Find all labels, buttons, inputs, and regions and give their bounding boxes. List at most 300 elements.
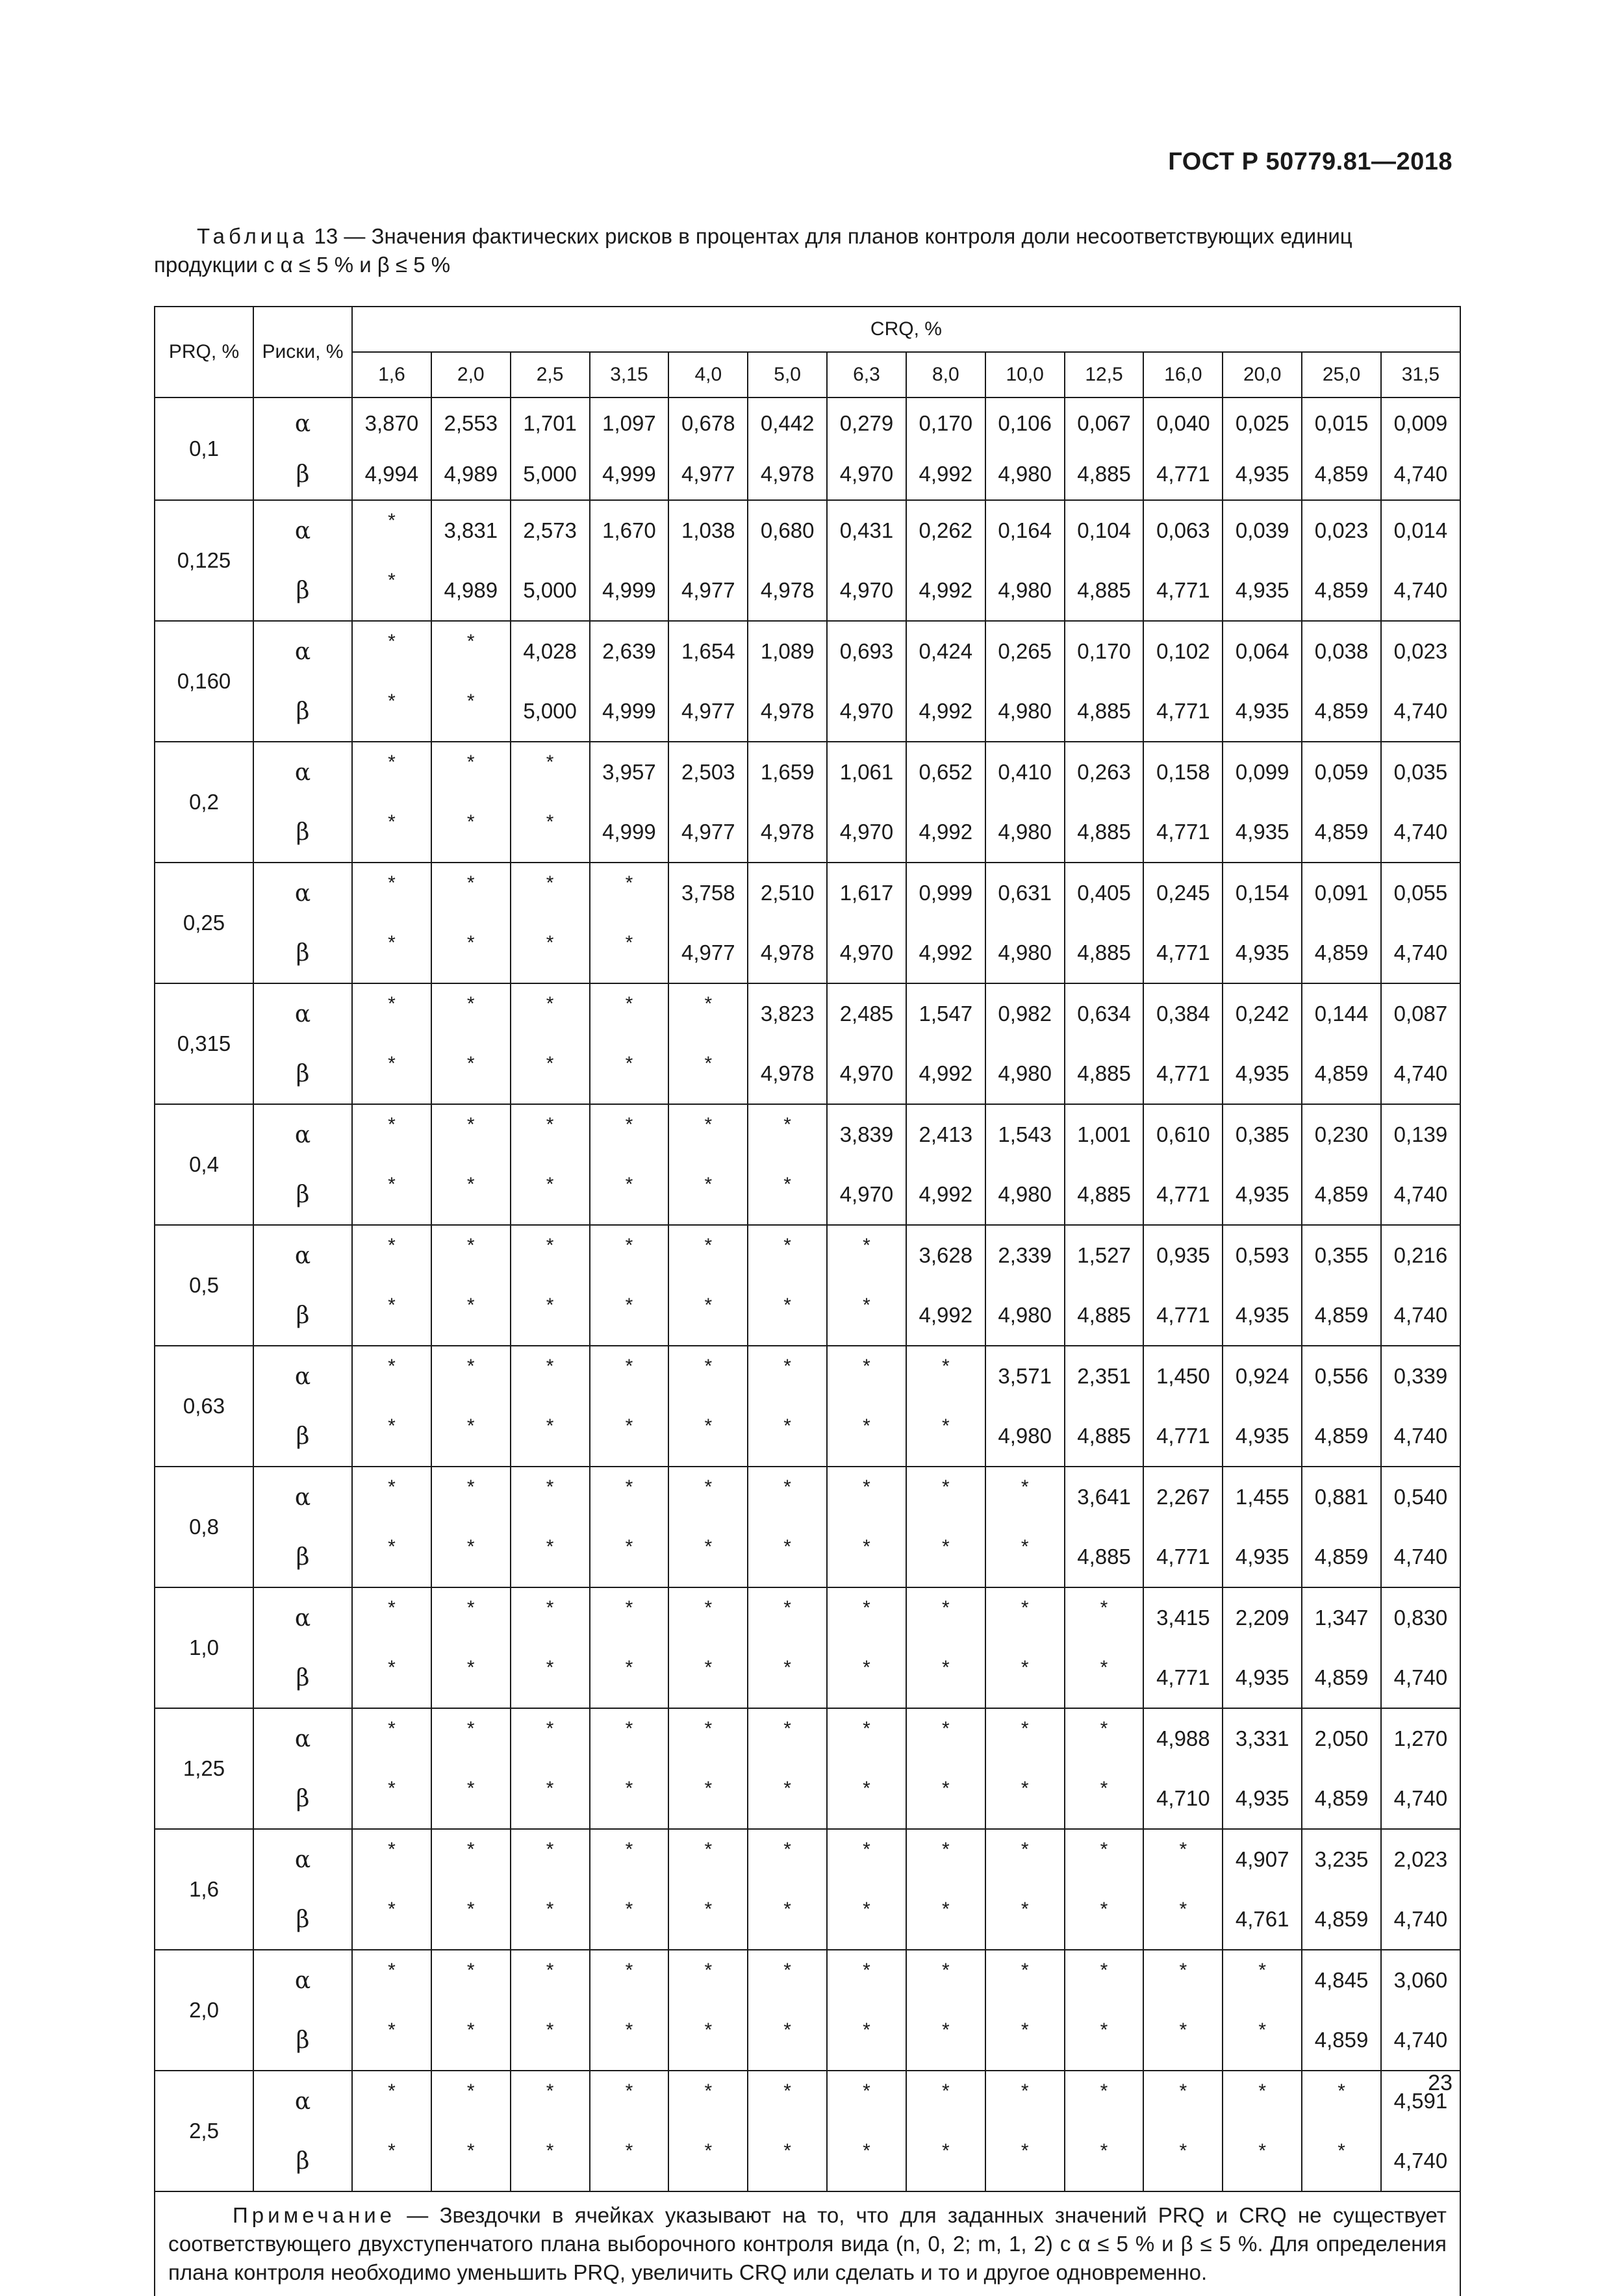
- risk-value-cell: 4,771: [1143, 802, 1223, 863]
- risk-value-cell: 1,654: [668, 621, 748, 681]
- risk-value-cell: *: [748, 2071, 827, 2131]
- risk-value-cell: *: [431, 1285, 511, 1346]
- crq-value: 2,5: [511, 352, 590, 397]
- risk-value-cell: 4,970: [827, 802, 906, 863]
- risk-value-cell: 3,758: [668, 863, 748, 923]
- risk-value-cell: *: [511, 1648, 590, 1708]
- risk-value-cell: 0,040: [1143, 397, 1223, 449]
- risk-value-cell: *: [511, 1165, 590, 1225]
- risk-value-cell: 4,740: [1381, 1769, 1460, 1829]
- risk-value-cell: 0,063: [1143, 500, 1223, 561]
- note-row: [155, 2191, 1460, 2296]
- risk-value-cell: 1,001: [1065, 1104, 1144, 1165]
- risk-value-cell: *: [511, 1769, 590, 1829]
- risk-value-cell: 4,970: [827, 1044, 906, 1104]
- risk-value-cell: *: [511, 802, 590, 863]
- risk-value-cell: 2,351: [1065, 1346, 1144, 1406]
- risk-value-cell: 1,061: [827, 742, 906, 802]
- risk-value-cell: 3,957: [590, 742, 669, 802]
- risk-value-cell: 2,050: [1302, 1708, 1381, 1769]
- risk-value-cell: *: [748, 1165, 827, 1225]
- risk-value-cell: *: [511, 2010, 590, 2071]
- risk-value-cell: *: [906, 2010, 985, 2071]
- table-note: [155, 2191, 1460, 2296]
- risk-value-cell: 4,999: [590, 681, 669, 742]
- risk-value-cell: 4,980: [985, 802, 1065, 863]
- risk-value-cell: *: [590, 1648, 669, 1708]
- risk-value-cell: 4,999: [590, 802, 669, 863]
- risk-value-cell: *: [352, 1104, 431, 1165]
- crq-value: 2,0: [431, 352, 511, 397]
- risk-value-cell: 4,978: [748, 561, 827, 621]
- risk-value-cell: 4,859: [1302, 1527, 1381, 1587]
- risk-value-cell: *: [352, 2071, 431, 2131]
- risk-value-cell: 3,870: [352, 397, 431, 449]
- risk-value-cell: 0,015: [1302, 397, 1381, 449]
- risk-value-cell: *: [748, 2010, 827, 2071]
- risk-value-cell: *: [431, 1346, 511, 1406]
- risk-value-cell: 0,164: [985, 500, 1065, 561]
- risk-value-cell: *: [827, 2010, 906, 2071]
- beta-risk-symbol: β: [253, 681, 352, 742]
- beta-risk-symbol: β: [253, 449, 352, 500]
- risk-value-cell: 2,267: [1143, 1467, 1223, 1527]
- risk-value-cell: 4,885: [1065, 1406, 1144, 1467]
- risk-value-cell: *: [1065, 2131, 1144, 2191]
- note-text: — Звездочки в ячейках указывают на то, что для заданных значений PRQ и CRQ не существует соответствующего двухступенчатого плана выборочного контроля вида (n, 0, 2; m, 1, 2) с α ≤ 5 % и β ≤ 5 %. Для определения плана контроля необходимо уменьшить PRQ, увеличить CRQ или сделать и то и другое одновременно.: [168, 2203, 1447, 2284]
- risk-value-cell: 0,104: [1065, 500, 1144, 561]
- crq-value: 3,15: [590, 352, 669, 397]
- risk-value-cell: *: [827, 1889, 906, 1950]
- risk-value-cell: 4,885: [1065, 802, 1144, 863]
- risk-value-cell: *: [668, 1406, 748, 1467]
- risk-value-cell: *: [827, 2131, 906, 2191]
- risk-value-cell: *: [352, 1406, 431, 1467]
- risk-value-cell: 1,670: [590, 500, 669, 561]
- risk-value-cell: *: [352, 2131, 431, 2191]
- table-row: [155, 1648, 1460, 1708]
- crq-value: 12,5: [1065, 352, 1144, 397]
- risk-value-cell: *: [352, 2010, 431, 2071]
- risk-value-cell: *: [748, 1406, 827, 1467]
- prq-value: 2,0: [155, 1950, 253, 2071]
- risk-value-cell: 0,170: [1065, 621, 1144, 681]
- risk-value-cell: 4,980: [985, 681, 1065, 742]
- table-row: [155, 802, 1460, 863]
- risk-value-cell: *: [668, 1285, 748, 1346]
- risk-value-cell: *: [827, 1829, 906, 1889]
- risk-value-cell: 4,859: [1302, 1769, 1381, 1829]
- risk-value-cell: 4,885: [1065, 681, 1144, 742]
- risk-value-cell: 0,999: [906, 863, 985, 923]
- alpha-risk-symbol: α: [253, 1467, 352, 1527]
- risk-value-cell: 4,710: [1143, 1769, 1223, 1829]
- risk-value-cell: 4,740: [1381, 802, 1460, 863]
- risk-value-cell: 4,771: [1143, 1165, 1223, 1225]
- beta-risk-symbol: β: [253, 802, 352, 863]
- risk-value-cell: *: [668, 1527, 748, 1587]
- risk-value-cell: 4,028: [511, 621, 590, 681]
- table-body: [155, 397, 1460, 2296]
- risk-value-cell: 4,859: [1302, 561, 1381, 621]
- risk-value-cell: *: [1143, 2071, 1223, 2131]
- risk-value-cell: 4,978: [748, 449, 827, 500]
- risk-value-cell: 3,839: [827, 1104, 906, 1165]
- risk-value-cell: 0,245: [1143, 863, 1223, 923]
- beta-risk-symbol: β: [253, 561, 352, 621]
- risk-value-cell: 0,678: [668, 397, 748, 449]
- risk-value-cell: *: [668, 2131, 748, 2191]
- risk-value-cell: 3,831: [431, 500, 511, 561]
- risk-value-cell: 0,610: [1143, 1104, 1223, 1165]
- risk-value-cell: *: [668, 2071, 748, 2131]
- risk-value-cell: 4,970: [827, 681, 906, 742]
- risk-value-cell: *: [590, 2010, 669, 2071]
- table-row: [155, 2071, 1460, 2131]
- alpha-risk-symbol: α: [253, 1587, 352, 1648]
- risk-value-cell: *: [431, 1708, 511, 1769]
- risk-value-cell: 4,845: [1302, 1950, 1381, 2010]
- prq-value: 0,315: [155, 983, 253, 1104]
- risk-value-cell: *: [590, 1225, 669, 1285]
- prq-value: 0,4: [155, 1104, 253, 1225]
- risk-value-cell: 4,980: [985, 449, 1065, 500]
- risk-value-cell: 3,571: [985, 1346, 1065, 1406]
- risk-value-cell: *: [906, 1527, 985, 1587]
- risk-value-cell: 2,485: [827, 983, 906, 1044]
- risk-value-cell: *: [511, 983, 590, 1044]
- risk-value-cell: *: [431, 1467, 511, 1527]
- risk-value-cell: *: [431, 1950, 511, 2010]
- risk-value-cell: *: [352, 1044, 431, 1104]
- risk-value-cell: *: [1065, 1648, 1144, 1708]
- risk-value-cell: 0,025: [1223, 397, 1302, 449]
- risk-value-cell: 0,067: [1065, 397, 1144, 449]
- risk-value-cell: 0,087: [1381, 983, 1460, 1044]
- risk-value-cell: *: [590, 1406, 669, 1467]
- risk-value-cell: *: [431, 1165, 511, 1225]
- risk-value-cell: *: [906, 2071, 985, 2131]
- risk-value-cell: 0,009: [1381, 397, 1460, 449]
- risk-value-cell: *: [431, 2071, 511, 2131]
- risk-value-cell: *: [1143, 2131, 1223, 2191]
- risk-value-cell: 4,992: [906, 449, 985, 500]
- prq-value: 0,25: [155, 863, 253, 983]
- risk-value-cell: *: [906, 1829, 985, 1889]
- risk-value-cell: 2,510: [748, 863, 827, 923]
- risk-value-cell: 0,055: [1381, 863, 1460, 923]
- risk-value-cell: *: [511, 1285, 590, 1346]
- risk-value-cell: *: [590, 1889, 669, 1950]
- risk-value-cell: 4,935: [1223, 802, 1302, 863]
- risk-value-cell: *: [827, 1467, 906, 1527]
- risk-value-cell: 4,977: [668, 681, 748, 742]
- risk-value-cell: *: [827, 1648, 906, 1708]
- risk-value-cell: 0,106: [985, 397, 1065, 449]
- risk-value-cell: *: [431, 1769, 511, 1829]
- risk-value-cell: *: [352, 742, 431, 802]
- risk-value-cell: *: [985, 1829, 1065, 1889]
- risk-value-cell: 2,573: [511, 500, 590, 561]
- risk-value-cell: *: [352, 1950, 431, 2010]
- risk-value-cell: *: [352, 1587, 431, 1648]
- prq-value: 0,5: [155, 1225, 253, 1346]
- risk-value-cell: 4,978: [748, 923, 827, 983]
- risk-value-cell: 1,089: [748, 621, 827, 681]
- alpha-risk-symbol: α: [253, 1829, 352, 1889]
- risk-value-cell: 4,771: [1143, 923, 1223, 983]
- risk-value-cell: 0,680: [748, 500, 827, 561]
- risk-value-cell: *: [668, 1346, 748, 1406]
- risk-value-cell: 2,503: [668, 742, 748, 802]
- risk-value-cell: 0,216: [1381, 1225, 1460, 1285]
- risk-value-cell: 0,355: [1302, 1225, 1381, 1285]
- risk-value-cell: *: [352, 1769, 431, 1829]
- risk-value-cell: 4,591: [1381, 2071, 1460, 2131]
- beta-risk-symbol: β: [253, 1285, 352, 1346]
- risk-value-cell: *: [431, 1225, 511, 1285]
- risk-value-cell: 4,935: [1223, 1406, 1302, 1467]
- risk-value-cell: 2,023: [1381, 1829, 1460, 1889]
- prq-value: 1,0: [155, 1587, 253, 1708]
- risk-value-cell: *: [431, 1044, 511, 1104]
- risk-value-cell: *: [590, 923, 669, 983]
- risk-value-cell: *: [511, 2131, 590, 2191]
- crq-value: 4,0: [668, 352, 748, 397]
- risk-value-cell: *: [511, 1829, 590, 1889]
- risk-value-cell: 0,693: [827, 621, 906, 681]
- risk-value-cell: *: [590, 1769, 669, 1829]
- risk-value-cell: 4,740: [1381, 2010, 1460, 2071]
- table-row: [155, 1165, 1460, 1225]
- risk-value-cell: 1,527: [1065, 1225, 1144, 1285]
- risk-value-cell: 0,023: [1302, 500, 1381, 561]
- risk-value-cell: 1,547: [906, 983, 985, 1044]
- risk-value-cell: 4,988: [1143, 1708, 1223, 1769]
- risk-value-cell: 0,279: [827, 397, 906, 449]
- alpha-risk-symbol: α: [253, 1708, 352, 1769]
- risk-value-cell: *: [748, 1708, 827, 1769]
- risk-value-cell: *: [352, 1467, 431, 1527]
- risk-value-cell: *: [352, 1708, 431, 1769]
- risk-value-cell: *: [511, 923, 590, 983]
- beta-risk-symbol: β: [253, 1769, 352, 1829]
- risk-value-cell: 4,992: [906, 923, 985, 983]
- risk-value-cell: 1,270: [1381, 1708, 1460, 1769]
- risk-value-cell: *: [668, 1104, 748, 1165]
- table-row: [155, 2131, 1460, 2191]
- risk-value-cell: *: [1302, 2071, 1381, 2131]
- crq-value: 10,0: [985, 352, 1065, 397]
- risk-value-cell: 3,628: [906, 1225, 985, 1285]
- risk-value-cell: *: [985, 1648, 1065, 1708]
- risk-value-cell: 4,980: [985, 1406, 1065, 1467]
- risk-value-cell: *: [748, 1346, 827, 1406]
- risk-value-cell: *: [431, 2010, 511, 2071]
- risk-value-cell: 0,385: [1223, 1104, 1302, 1165]
- risk-value-cell: 4,740: [1381, 449, 1460, 500]
- alpha-risk-symbol: α: [253, 1104, 352, 1165]
- risk-value-cell: 0,091: [1302, 863, 1381, 923]
- beta-risk-symbol: β: [253, 2010, 352, 2071]
- table-row: [155, 397, 1460, 449]
- risk-value-cell: *: [511, 1587, 590, 1648]
- risk-value-cell: *: [1065, 1829, 1144, 1889]
- risk-value-cell: 4,885: [1065, 1285, 1144, 1346]
- risk-value-cell: *: [1065, 1708, 1144, 1769]
- risk-value-cell: *: [906, 1467, 985, 1527]
- risk-value-cell: *: [1065, 1769, 1144, 1829]
- risk-value-cell: 0,064: [1223, 621, 1302, 681]
- risk-value-cell: *: [827, 1587, 906, 1648]
- risk-value-cell: 5,000: [511, 449, 590, 500]
- risk-value-cell: *: [985, 1587, 1065, 1648]
- crq-value: 5,0: [748, 352, 827, 397]
- risk-value-cell: *: [1143, 1829, 1223, 1889]
- risk-value-cell: *: [668, 1587, 748, 1648]
- risk-value-cell: *: [352, 983, 431, 1044]
- risk-value-cell: 0,265: [985, 621, 1065, 681]
- risk-value-cell: *: [352, 561, 431, 621]
- risk-value-cell: *: [1143, 2010, 1223, 2071]
- risk-value-cell: 4,992: [906, 1165, 985, 1225]
- risk-value-cell: 0,059: [1302, 742, 1381, 802]
- risk-value-cell: 1,455: [1223, 1467, 1302, 1527]
- risk-value-cell: 0,099: [1223, 742, 1302, 802]
- risk-value-cell: 5,000: [511, 681, 590, 742]
- risk-value-cell: *: [352, 1829, 431, 1889]
- risk-value-cell: 4,859: [1302, 1044, 1381, 1104]
- risk-value-cell: *: [668, 1769, 748, 1829]
- risk-value-cell: 4,740: [1381, 1165, 1460, 1225]
- prq-value: 1,6: [155, 1829, 253, 1950]
- risk-value-cell: *: [431, 923, 511, 983]
- risk-value-cell: *: [590, 1467, 669, 1527]
- risk-value-cell: 4,978: [748, 1044, 827, 1104]
- risk-value-cell: 0,170: [906, 397, 985, 449]
- risk-value-cell: *: [431, 2131, 511, 2191]
- risk-value-cell: 0,634: [1065, 983, 1144, 1044]
- risk-value-cell: 4,935: [1223, 1769, 1302, 1829]
- beta-risk-symbol: β: [253, 1648, 352, 1708]
- risk-value-cell: *: [590, 1587, 669, 1648]
- table-row: [155, 1104, 1460, 1165]
- risk-value-cell: *: [352, 500, 431, 561]
- risk-table-container: [154, 306, 1460, 2296]
- risk-value-cell: *: [511, 1889, 590, 1950]
- risk-value-cell: *: [906, 1889, 985, 1950]
- table-caption: [154, 222, 1453, 279]
- risk-value-cell: 0,339: [1381, 1346, 1460, 1406]
- risk-value-cell: 1,659: [748, 742, 827, 802]
- risk-value-cell: 4,989: [431, 449, 511, 500]
- risk-value-cell: 0,035: [1381, 742, 1460, 802]
- risk-value-cell: *: [748, 1104, 827, 1165]
- risk-value-cell: 4,992: [906, 681, 985, 742]
- risk-value-cell: 4,978: [748, 802, 827, 863]
- risk-value-cell: 4,761: [1223, 1889, 1302, 1950]
- risk-value-cell: 4,885: [1065, 1044, 1144, 1104]
- table-row: [155, 2010, 1460, 2071]
- risk-value-cell: 4,740: [1381, 1527, 1460, 1587]
- risk-value-cell: 2,339: [985, 1225, 1065, 1285]
- risk-value-cell: 4,859: [1302, 2010, 1381, 2071]
- table-row: [155, 1829, 1460, 1889]
- risk-value-cell: 0,242: [1223, 983, 1302, 1044]
- table-row: [155, 1950, 1460, 2010]
- risk-value-cell: *: [590, 1950, 669, 2010]
- risk-value-cell: *: [668, 1467, 748, 1527]
- risk-value-cell: *: [590, 983, 669, 1044]
- risk-value-cell: 4,978: [748, 681, 827, 742]
- risk-value-cell: 4,935: [1223, 923, 1302, 983]
- table-row: [155, 742, 1460, 802]
- crq-value: 6,3: [827, 352, 906, 397]
- risk-value-cell: 4,999: [590, 561, 669, 621]
- risk-value-cell: 0,593: [1223, 1225, 1302, 1285]
- beta-risk-symbol: β: [253, 1406, 352, 1467]
- risk-value-cell: *: [748, 1769, 827, 1829]
- table-row: [155, 1285, 1460, 1346]
- risk-value-cell: 0,631: [985, 863, 1065, 923]
- risk-value-cell: *: [352, 923, 431, 983]
- risk-value-cell: 4,859: [1302, 1165, 1381, 1225]
- risk-value-cell: 3,060: [1381, 1950, 1460, 2010]
- risk-value-cell: 0,935: [1143, 1225, 1223, 1285]
- risk-value-cell: 4,970: [827, 561, 906, 621]
- risk-value-cell: *: [511, 2071, 590, 2131]
- risk-value-cell: *: [906, 1648, 985, 1708]
- table-row: [155, 1527, 1460, 1587]
- risk-value-cell: *: [511, 1346, 590, 1406]
- crq-value: 8,0: [906, 352, 985, 397]
- risk-value-cell: *: [906, 1769, 985, 1829]
- crq-header: CRQ, %: [352, 307, 1460, 352]
- risk-value-cell: 4,740: [1381, 2131, 1460, 2191]
- risk-value-cell: *: [668, 1708, 748, 1769]
- risk-value-cell: *: [748, 1889, 827, 1950]
- risk-value-cell: 0,405: [1065, 863, 1144, 923]
- risk-value-cell: *: [431, 1648, 511, 1708]
- risk-value-cell: *: [985, 1527, 1065, 1587]
- risk-value-cell: 0,881: [1302, 1467, 1381, 1527]
- risk-value-cell: *: [511, 742, 590, 802]
- risk-value-cell: *: [827, 1769, 906, 1829]
- prq-header: PRQ, %: [155, 307, 253, 397]
- risk-value-cell: 4,935: [1223, 1527, 1302, 1587]
- risk-value-cell: *: [1302, 2131, 1381, 2191]
- risk-value-cell: *: [748, 1285, 827, 1346]
- risk-value-cell: 4,859: [1302, 1285, 1381, 1346]
- risk-value-cell: 4,740: [1381, 1044, 1460, 1104]
- risk-value-cell: *: [748, 1527, 827, 1587]
- alpha-risk-symbol: α: [253, 2071, 352, 2131]
- risk-value-cell: 1,097: [590, 397, 669, 449]
- prq-value: 0,125: [155, 500, 253, 621]
- risk-value-cell: *: [985, 2131, 1065, 2191]
- risk-value-cell: 4,771: [1143, 1044, 1223, 1104]
- risk-value-cell: *: [985, 1889, 1065, 1950]
- risk-value-cell: 4,885: [1065, 1527, 1144, 1587]
- alpha-risk-symbol: α: [253, 742, 352, 802]
- risk-value-cell: 4,980: [985, 1285, 1065, 1346]
- beta-risk-symbol: β: [253, 923, 352, 983]
- table-row: [155, 983, 1460, 1044]
- caption-label: Таблица: [197, 224, 309, 248]
- risk-value-cell: *: [590, 2071, 669, 2131]
- risk-value-cell: 5,000: [511, 561, 590, 621]
- risk-value-cell: 4,935: [1223, 1285, 1302, 1346]
